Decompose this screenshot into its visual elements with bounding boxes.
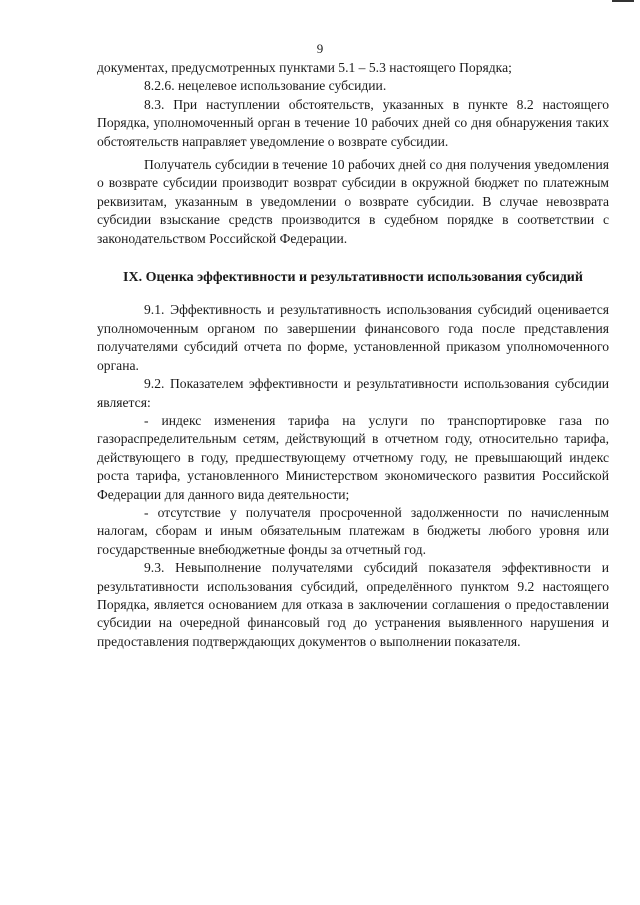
list-item-tariff-index: - индекс изменения тарифа на услуги по транспортировке газа по газораспределительным сетям, действующий в отчетном году, относительно тарифа, действующего в году, предшествующему отчетному году, не превышающий индекс роста тарифа, установленного Министерством экономического развития Российской Федерации для данного вида деятельности; — [97, 412, 609, 502]
paragraph-refund: Получатель субсидии в течение 10 рабочих дней со дня получения уведомления о возврате субсидии производит возврат субсидии в окружной бюджет по платежным реквизитам, указанным в уведомлении о возврате субсидии. В случае невозврата субсидии взыскание средств производится в судебном порядке в соответствии с законодательством Российской Федерации. — [97, 157, 609, 246]
clause-8-2-6: 8.2.6. нецелевое использование субсидии. — [144, 78, 387, 94]
scan-corner-mark — [612, 0, 634, 2]
document-body — [97, 59, 609, 651]
list-item-no-arrears: - отсутствие у получателя просроченной задолженности по начисленным налогам, сборам и иным обязательным платежам в бюджеты любого уровня или государственные внебюджетные фонды за отчетный год. — [97, 504, 609, 557]
clause-9-3: 9.3. Невыполнение получателями субсидий показателя эффективности и результативности использования субсидий, определённого пунктом 9.2 настоящего Порядка, является основанием для отказа в заключении соглашения о предоставлении субсидии на очередной финансовый год до устранения выявленного нарушения и предоставления подтверждающих документов о выполнении показателя. — [97, 560, 609, 649]
clause-9-2: 9.2. Показателем эффективности и результативности использования субсидии является: — [97, 376, 609, 410]
page-number: 9 — [316, 41, 324, 56]
clause-9-1: 9.1. Эффективность и результативность использования субсидий оценивается уполномоченным органом по завершении финансового года после представления получателями субсидий отчета по форме, установленной приказом уполномоченного органа. — [97, 302, 609, 373]
paragraph-continuation: документах, предусмотренных пунктами 5.1 – 5.3 настоящего Порядка; — [97, 60, 512, 75]
section-heading-ix: IX. Оценка эффективности и результативности использования субсидий — [123, 270, 583, 286]
clause-8-3: 8.3. При наступлении обстоятельств, указанных в пункте 8.2 настоящего Порядка, уполномоченный орган в течение 10 рабочих дней со дня обнаружения таких обстоятельств направляет уведомление о возврате субсидии. — [97, 96, 609, 149]
